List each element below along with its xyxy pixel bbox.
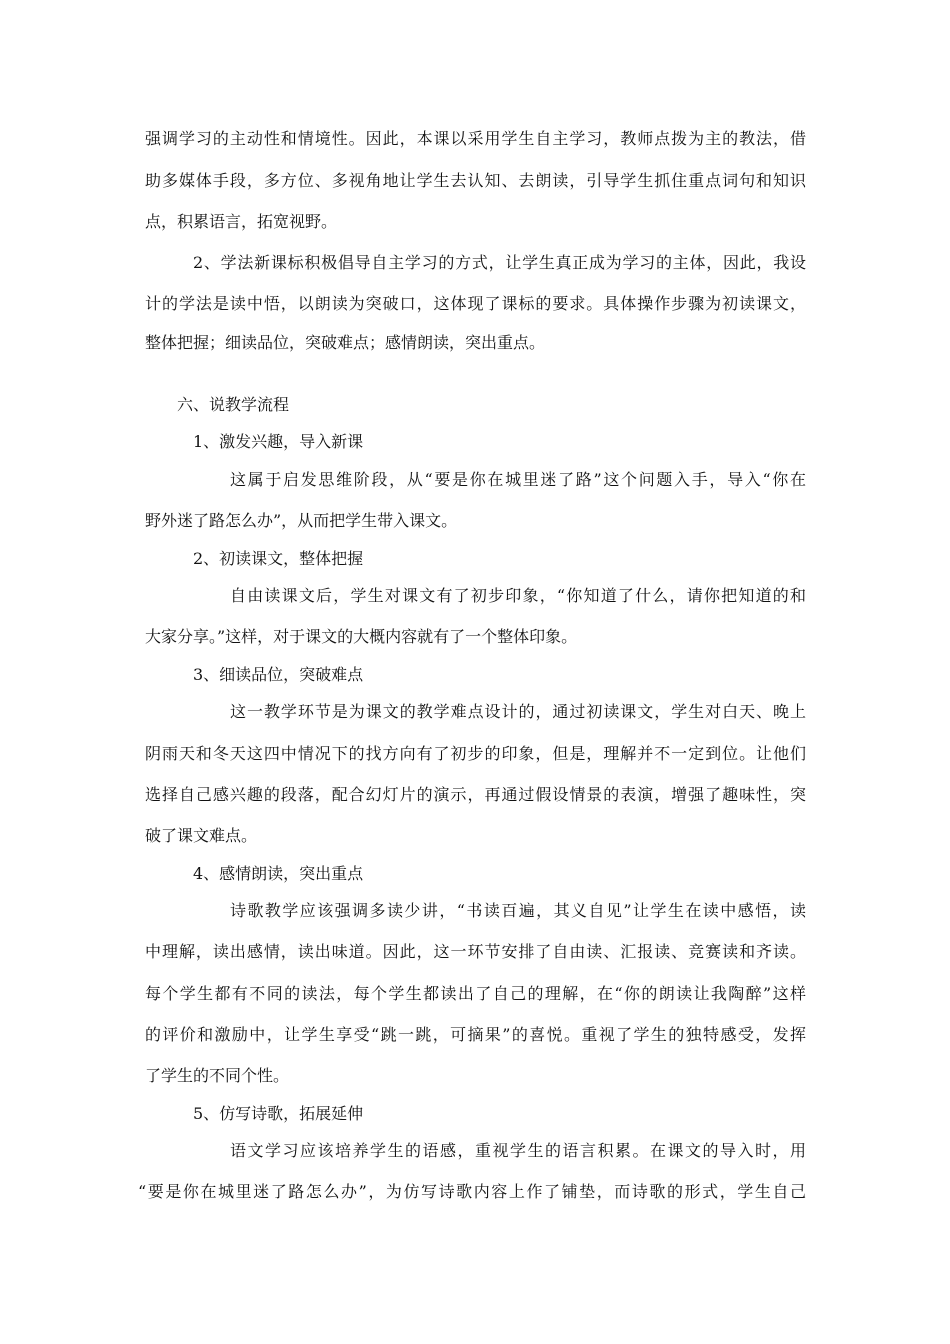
paragraph-line: 2、学法新课标积极倡导自主学习的方式，让学生真正成为学习的主体，因此，我设	[193, 253, 806, 272]
paragraph-line: 这属于启发思维阶段，从“要是你在城里迷了路”这个问题入手，导入“你在	[230, 470, 806, 489]
subsection-heading: 3、细读品位，突破难点	[193, 665, 364, 684]
paragraph-line: 选择自己感兴趣的段落，配合幻灯片的演示，再通过假设情景的表演，增强了趣味性，突	[145, 785, 806, 804]
paragraph-line: 语文学习应该培养学生的语感，重视学生的语言积累。在课文的导入时，用	[230, 1141, 806, 1160]
paragraph-line: 大家分享。”这样，对于课文的大概内容就有了一个整体印象。	[145, 627, 578, 646]
paragraph-line: 这一教学环节是为课文的教学难点设计的，通过初读课文，学生对白天、晚上	[230, 702, 806, 721]
paragraph-line: 了学生的不同个性。	[145, 1066, 290, 1085]
paragraph-line: 中理解，读出感情，读出味道。因此，这一环节安排了自由读、汇报读、竞赛读和齐读。	[145, 942, 806, 961]
subsection-heading: 2、初读课文，整体把握	[193, 549, 364, 568]
paragraph-line: 计的学法是读中悟，以朗读为突破口，这体现了课标的要求。具体操作步骤为初读课文，	[145, 294, 806, 313]
paragraph-line: 破了课文难点。	[145, 826, 258, 845]
paragraph-line: 阴雨天和冬天这四中情况下的找方向有了初步的印象，但是，理解并不一定到位。让他们	[145, 744, 806, 763]
paragraph-line: 野外迷了路怎么办”，从而把学生带入课文。	[145, 511, 458, 530]
paragraph-line: 助多媒体手段，多方位、多视角地让学生去认知、去朗读，引导学生抓住重点词句和知识	[145, 171, 806, 190]
subsection-heading: 4、感情朗读，突出重点	[193, 864, 364, 883]
paragraph-line: “要是你在城里迷了路怎么办”，为仿写诗歌内容上作了铺垫，而诗歌的形式，学生自己	[138, 1182, 806, 1201]
paragraph-line: 强调学习的主动性和情境性。因此，本课以采用学生自主学习，教师点拨为主的教法，借	[145, 129, 806, 148]
paragraph-line: 的评价和激励中，让学生享受“跳一跳，可摘果”的喜悦。重视了学生的独特感受，发挥	[145, 1025, 806, 1044]
subsection-heading: 1、激发兴趣，导入新课	[193, 432, 364, 451]
paragraph-line: 诗歌教学应该强调多读少讲，“书读百遍，其义自见”让学生在读中感悟，读	[230, 901, 806, 920]
subsection-heading: 5、仿写诗歌，拓展延伸	[193, 1104, 364, 1123]
paragraph-line: 点，积累语言，拓宽视野。	[145, 212, 338, 231]
paragraph-line: 每个学生都有不同的读法，每个学生都读出了自己的理解，在“你的朗读让我陶醉”这样	[145, 984, 806, 1003]
paragraph-line: 自由读课文后，学生对课文有了初步印象，“你知道了什么，请你把知道的和	[230, 586, 806, 605]
paragraph-line: 整体把握；细读品位，突破难点；感情朗读，突出重点。	[145, 333, 546, 352]
section-heading: 六、说教学流程	[177, 395, 290, 414]
